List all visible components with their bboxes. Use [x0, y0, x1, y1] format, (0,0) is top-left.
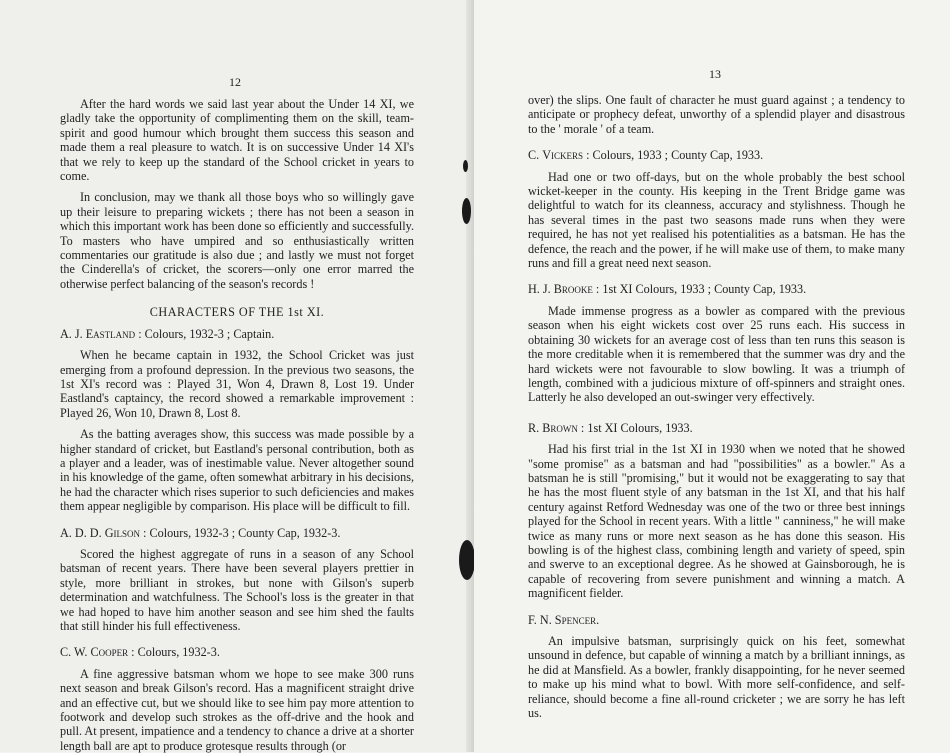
entry-heading-spencer — [528, 613, 905, 627]
entry-surname: Brooke — [553, 282, 593, 297]
intro-paragraph-1: After the hard words we said last year about the Under 14 XI, we gladly take the opportunity of complimenting them on the skill, team-spirit and good humour which brought them success this season and made them a real pleasure to watch. It is on successive Under 14 XI's that we rely to keep up the standard of the School cricket in years to come. — [60, 97, 414, 184]
left-page — [0, 0, 474, 752]
entry-initials: C. — [528, 148, 540, 163]
intro-paragraph-2: In conclusion, may we thank all those boys who so willingly gave up their leisure to preparing wickets ; there has not been a season in which this important work has been done so efficiently and successfully. To masters who have umpired and so enthusiastically written commentaries our gratitude is also due ; and lastly we must not forget the Cinderella's of cricket, the scorers—only one error marred the otherwise perfect balancing of the season's records ! — [60, 190, 414, 291]
entry-details: : 1st XI Colours, 1933. — [577, 420, 693, 435]
entry-heading-brown — [528, 421, 905, 435]
entry-details: : Colours, 1932-3 ; Captain. — [135, 326, 275, 341]
entry-initials: F. N. — [528, 612, 552, 627]
entry-paragraph: A fine aggressive batsman whom we hope to see make 300 runs next season and break Gilson's record. Has a magnificent straight drive and an effective cut, but we should like to see him pay more attention to footwork and develop such strokes as the off-drive and the hook and pull. At present, impatience and a tendency to chance a drive at a shorter length ball are apt to produce grotesque results through (or — [60, 666, 414, 753]
entry-details: . — [596, 612, 600, 627]
entry-heading-vickers — [528, 148, 905, 162]
right-column — [528, 93, 905, 720]
entry-details: : Colours, 1933 ; County Cap, 1933. — [583, 148, 764, 163]
entry-paragraph: As the batting averages show, this success was made possible by a higher standard of cricket, but Eastland's personal contribution, both as a player and a leader, was of inestimable value. Never altogether sound in his knowledge of the game, often somewhat arbitrary in his decisions, he had the character which rises superior to such deficiencies and makes them appear negligible by comparison. His place will be difficult to fill. — [60, 427, 414, 514]
entry-heading-gilson — [60, 526, 414, 540]
continuation-paragraph: over) the slips. One fault of character he must guard against ; a tendency to anticipate or prophecy defeat, unworthy of a splendid player and disastrous to the ' morale ' of a team. — [528, 93, 905, 136]
ink-blot — [463, 160, 468, 172]
entry-initials: A. J. — [60, 326, 83, 341]
entry-paragraph: Scored the highest aggregate of runs in a season of any School batsman of recent years. There have been several players prettier in style, more brilliant in strokes, but none with Gilson's superb determination and watchfulness. The School's loss is the greater in that we had hoped to have him another season and see him shed the faults that still hinder his full effectiveness. — [60, 546, 414, 633]
entry-initials: C. W. — [60, 645, 88, 660]
entry-initials: H. J. — [528, 282, 551, 297]
entry-surname: Brown — [542, 420, 578, 435]
section-title: CHARACTERS OF THE 1st XI. — [149, 305, 325, 320]
page-number-right: 13 — [709, 67, 721, 81]
ink-blot — [462, 198, 471, 224]
page-number-left: 12 — [229, 75, 241, 89]
entry-details: : Colours, 1932-3. — [128, 645, 220, 660]
entry-surname: Spencer — [554, 612, 597, 627]
entry-surname: Vickers — [542, 148, 584, 163]
entry-heading-eastland — [60, 327, 414, 341]
entry-details: : Colours, 1932-3 ; County Cap, 1932-3. — [140, 525, 341, 540]
entry-initials: R. — [528, 420, 540, 435]
left-column — [60, 97, 414, 753]
entry-surname: Gilson — [104, 525, 140, 540]
entry-heading-brooke — [528, 282, 905, 296]
entry-paragraph: Made immense progress as a bowler as compared with the previous season when his eight wickets cost over 25 runs each. His success in obtaining 30 wickets for an average cost of less than ten runs this season is the more creditable when it is remembered that the summer was dry and the hard wickets were not favourable to slow bowling. It was a triumph of length, combined with a judicious mixture of off-spinners and straight ones. Latterly he also developed an out-swinger very effectively. — [528, 303, 905, 405]
entry-paragraph: An impulsive batsman, surprisingly quick on his feet, somewhat unsound in defence, but capable of winning a match by a brilliant innings, as he did at Mansfield. As a bowler, frankly disappointing, for he never seemed to make up his mind what to bowl. With more self-confidence, and self-reliance, should become a fine all-round cricketer ; we are sorry he has left us. — [528, 634, 905, 721]
entry-surname: Eastland — [85, 326, 136, 341]
entry-paragraph: When he became captain in 1932, the School Cricket was just emerging from a profound depression. In the previous two seasons, the 1st XI's record was : Played 31, Won 4, Drawn 8, Lost 19. Under Eastland's captaincy, the record showed a remarkable improvement : Played 26, Won 10, Drawn 8, Lost 8. — [60, 348, 414, 420]
entry-heading-cooper — [60, 645, 414, 659]
entry-surname: Cooper — [90, 645, 129, 660]
entry-paragraph: Had one or two off-days, but on the whole probably the best school wicket-keeper in the county. His keeping in the Trent Bridge game was delightful to watch for its cleanness, accuracy and stylishness. Though he has several times in the past two seasons made runs when they were required, he has not yet realised his potentialities as a batsman. He has the defence, the reach and the power, if he will make use of them, to make many runs and fill a great need next season. — [528, 169, 905, 271]
ink-blot — [459, 540, 475, 580]
entry-details: : 1st XI Colours, 1933 ; County Cap, 1933. — [592, 282, 807, 297]
entry-paragraph: Had his first trial in the 1st XI in 1930 when we noted that he showed "some promise" as a batsman and had "possibilities" as a bowler." As a batsman he is still "promising," but it would not be exaggerating to say that he has the most fluent style of any batsman in the 1st XI, and that his half century against Retford Wednesday was one of the two or three best innings played for the School in recent years. With a little " canniness," he will make twice as many runs or more next season as he has done this season. His bowling is of the highest class, combining length and variety of speed, spin and swerve to an exceptional degree. As he showed at Gainsborough, he is capable of recovering from severe punishment and winning a match. A magnificent fielder. — [528, 442, 905, 601]
entry-initials: A. D. D. — [60, 525, 102, 540]
